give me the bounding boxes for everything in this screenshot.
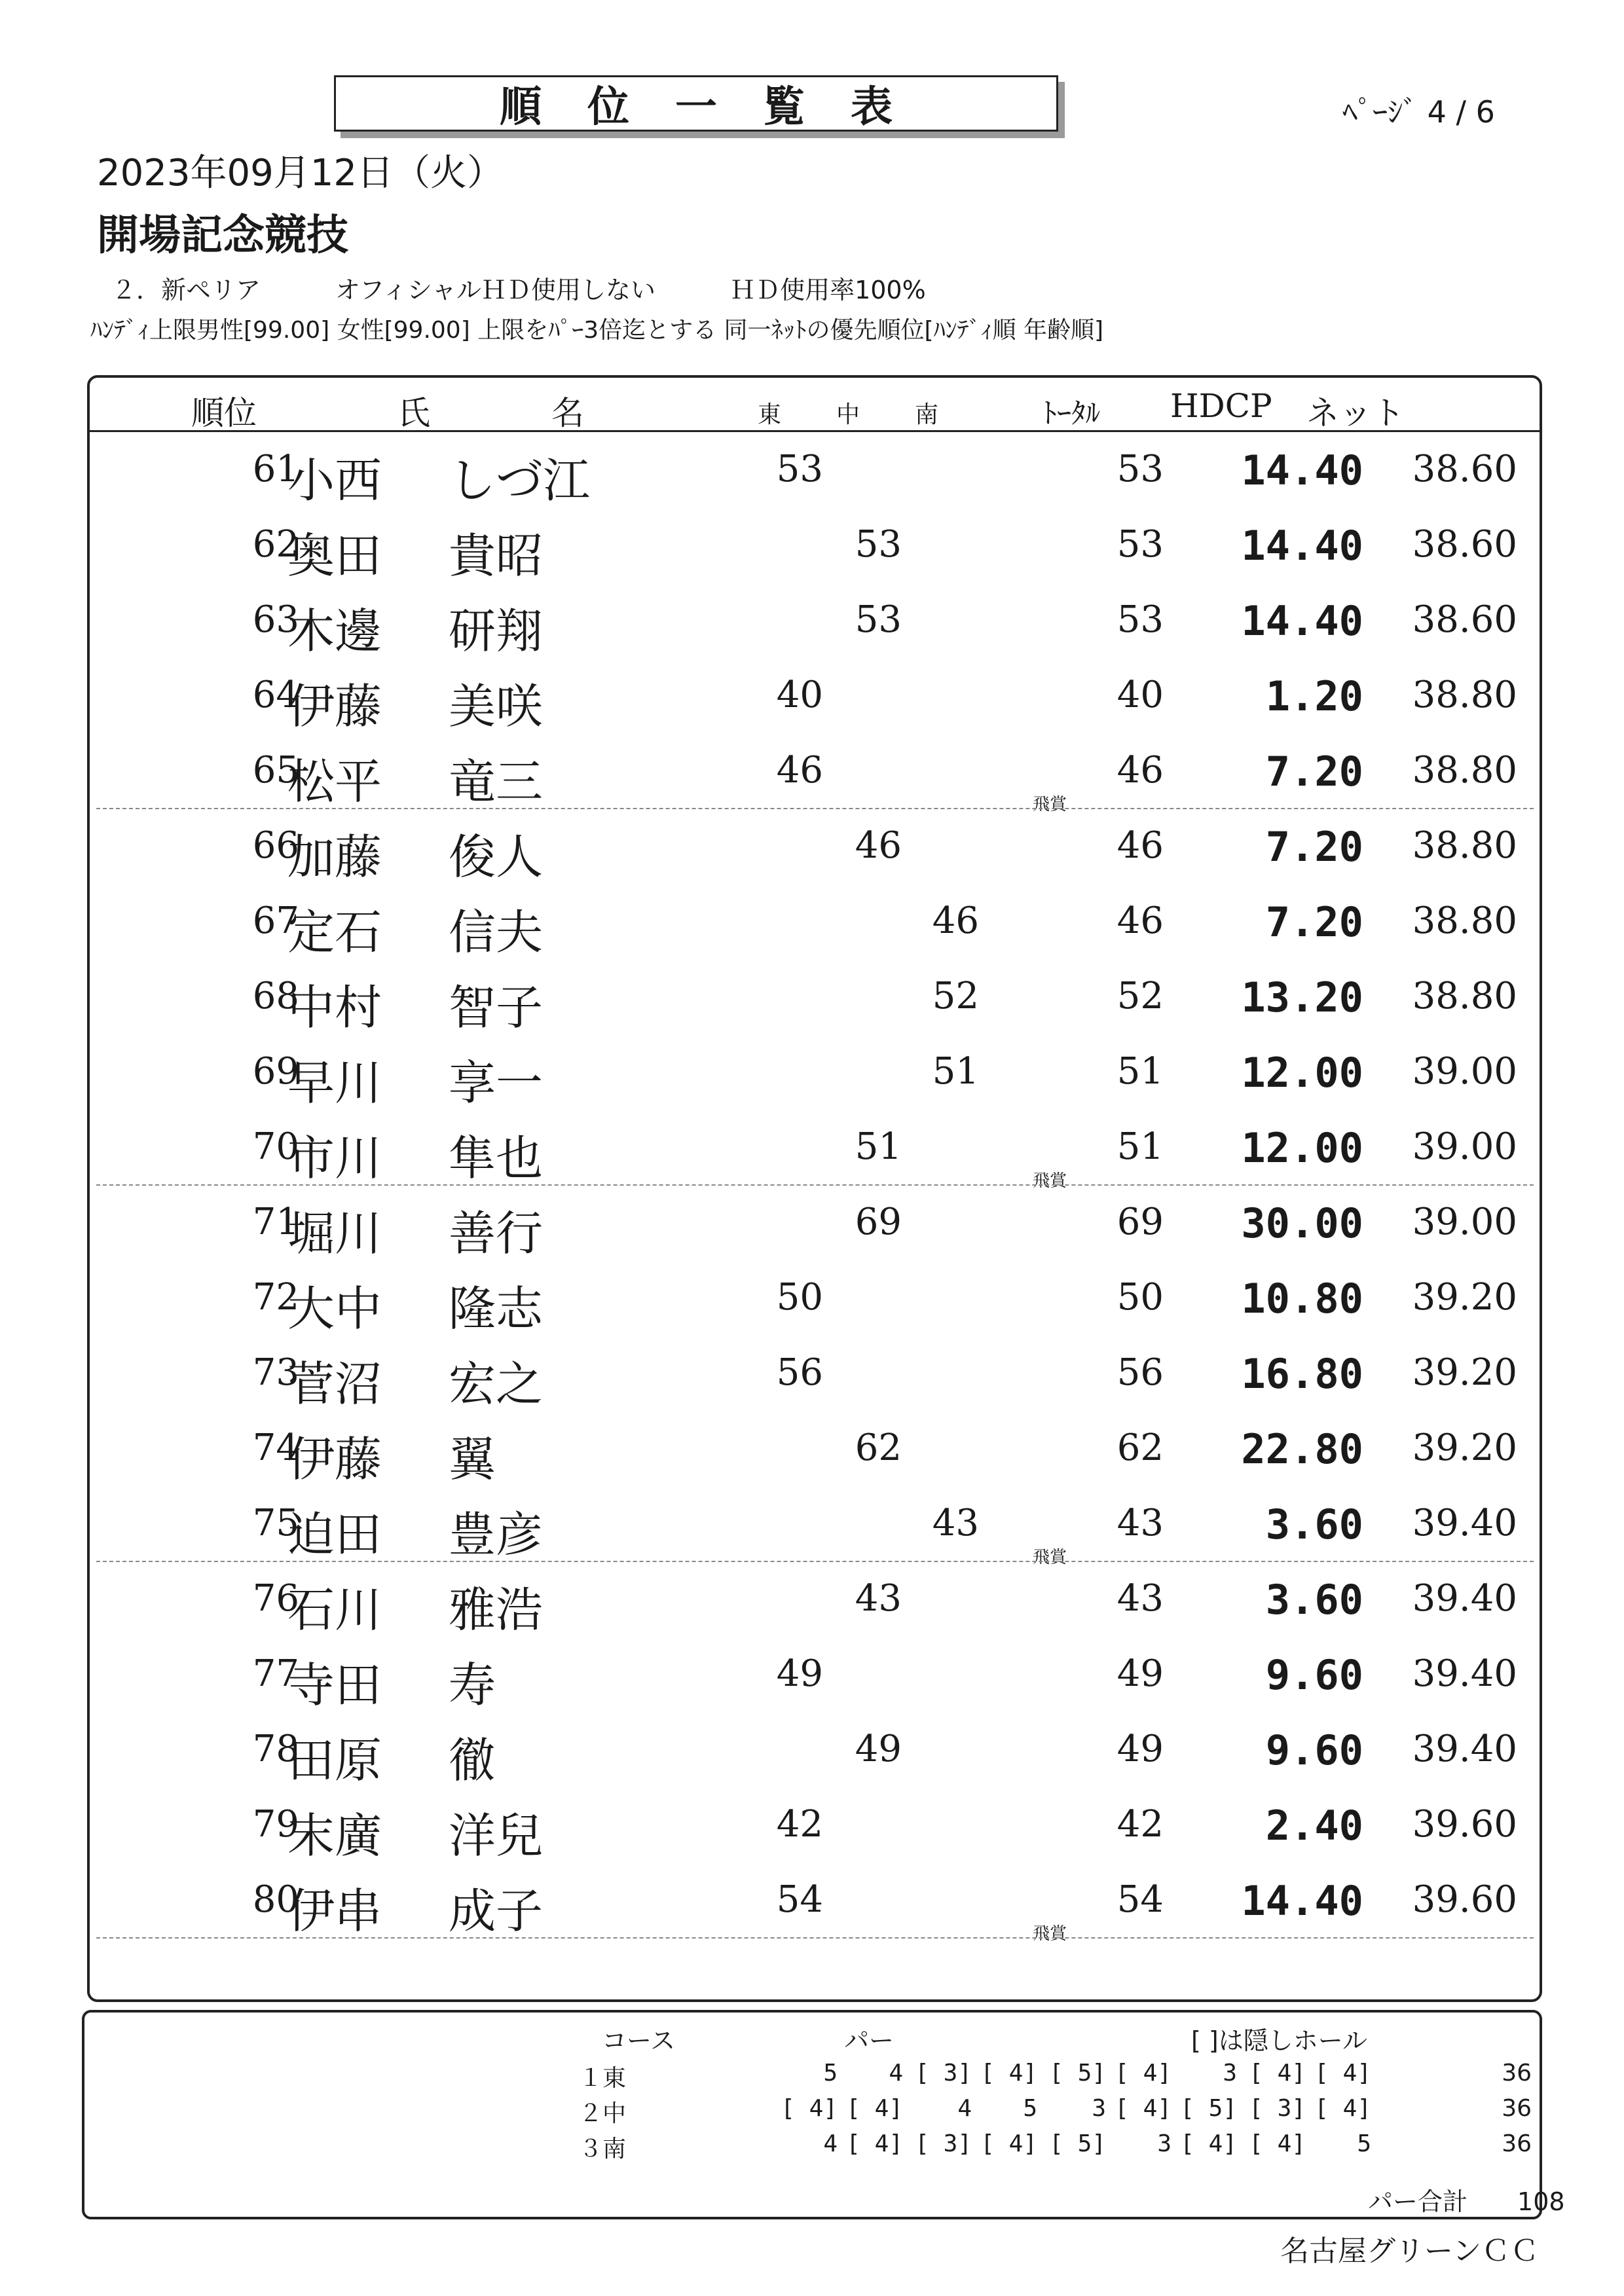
given-name-cell: 豊彦 <box>449 1507 544 1562</box>
east-score-cell: 42 <box>776 1803 823 1846</box>
rank-cell: 74 <box>252 1427 299 1469</box>
middle-score-cell: 53 <box>855 523 902 566</box>
hole-par: 5 <box>1357 2130 1371 2157</box>
net-score-cell: 38.80 <box>1412 900 1517 942</box>
club-name: 名古屋グリーンＣＣ <box>1280 2234 1540 2268</box>
middle-score-cell: 51 <box>855 1125 902 1168</box>
net-score-cell: 39.60 <box>1412 1878 1517 1921</box>
course-par-sum: 36 <box>1502 2130 1532 2157</box>
net-score-cell: 39.00 <box>1412 1050 1517 1093</box>
family-name-cell: 寺田 <box>287 1658 382 1713</box>
given-name-cell: 翼 <box>449 1432 496 1487</box>
course-row-name: ３南 <box>579 2136 627 2162</box>
group-divider <box>96 808 1534 809</box>
south-score-cell: 51 <box>932 1050 979 1093</box>
hole-par: [ 4] <box>980 2130 1037 2157</box>
family-name-cell: 早川 <box>287 1055 382 1110</box>
hole-par: 3 <box>1157 2130 1172 2157</box>
net-score-cell: 39.40 <box>1412 1577 1517 1620</box>
table-row <box>90 433 1540 509</box>
total-score-cell: 53 <box>1116 448 1164 490</box>
given-name-cell: 宏之 <box>449 1357 544 1412</box>
award-label: 飛賞 <box>1033 1548 1067 1567</box>
net-score-cell: 39.00 <box>1412 1125 1517 1168</box>
rank-cell: 64 <box>252 674 299 716</box>
total-score-cell: 62 <box>1116 1427 1164 1469</box>
hole-par: 5 <box>823 2060 838 2086</box>
col-hdcp: HDCP <box>1170 387 1272 425</box>
family-name-cell: 中村 <box>287 980 382 1035</box>
net-score-cell: 38.60 <box>1412 448 1517 490</box>
course-info <box>82 2010 1565 2219</box>
hdcp-cell: 16.80 <box>1241 1350 1363 1398</box>
given-name-cell: 享一 <box>449 1055 544 1110</box>
hole-par: [ 4] <box>1249 2130 1306 2157</box>
family-name-cell: 田原 <box>287 1733 382 1788</box>
table-row <box>90 1186 1540 1262</box>
table-row <box>90 1262 1540 1337</box>
award-label: 飛賞 <box>1033 795 1067 814</box>
east-score-cell: 56 <box>776 1351 823 1394</box>
total-score-cell: 51 <box>1116 1050 1164 1093</box>
rank-cell: 73 <box>252 1351 299 1394</box>
par-total-label: パー合計 <box>1368 2187 1468 2216</box>
rank-cell: 63 <box>252 598 299 641</box>
table-row <box>90 735 1540 814</box>
total-score-cell: 40 <box>1116 674 1164 716</box>
family-name-cell: 加藤 <box>287 829 382 884</box>
hole-par: 4 <box>957 2095 972 2122</box>
middle-score-cell: 49 <box>855 1728 902 1770</box>
col-name1: 氏 <box>397 394 430 432</box>
table-header <box>90 378 1540 432</box>
hole-par: [ 5] <box>1049 2060 1106 2086</box>
hdcp-cell: 14.40 <box>1241 522 1363 570</box>
par-total-value: 108 <box>1517 2187 1565 2216</box>
total-score-cell: 46 <box>1116 824 1164 867</box>
handicap-rule: ﾊﾝﾃﾞｨ上限男性[99.00] 女性[99.00] 上限をﾊﾟｰ3倍迄とする 同一ﾈｯﾄの優先順位[ﾊﾝﾃﾞｨ順 年齢順] <box>90 317 1104 344</box>
hole-par: [ 4] <box>1115 2060 1172 2086</box>
table-row <box>90 584 1540 659</box>
rank-cell: 79 <box>252 1803 299 1846</box>
table-row <box>90 1412 1540 1487</box>
hdcp-cell: 13.20 <box>1241 974 1363 1021</box>
rank-cell: 68 <box>252 975 299 1017</box>
total-score-cell: 53 <box>1116 523 1164 566</box>
total-score-cell: 42 <box>1116 1803 1164 1846</box>
par-header: パー <box>844 2026 895 2055</box>
total-score-cell: 43 <box>1116 1577 1164 1620</box>
hole-par: [ 4] <box>980 2060 1037 2086</box>
hole-par: [ 4] <box>1314 2060 1371 2086</box>
total-score-cell: 54 <box>1116 1878 1164 1921</box>
rank-cell: 80 <box>252 1878 299 1921</box>
given-name-cell: 隆志 <box>449 1281 544 1336</box>
south-score-cell: 43 <box>932 1502 979 1544</box>
col-east: 東 <box>758 401 782 428</box>
hole-par: [ 4] <box>846 2130 903 2157</box>
hdcp-cell: 22.80 <box>1241 1425 1363 1473</box>
group-divider <box>96 1561 1534 1562</box>
table-row <box>90 1864 1540 1944</box>
hdcp-cell: 1.20 <box>1265 672 1363 720</box>
course-row-name: ２中 <box>579 2100 627 2127</box>
south-score-cell: 46 <box>932 900 979 942</box>
east-score-cell: 53 <box>776 448 823 490</box>
net-score-cell: 39.40 <box>1412 1728 1517 1770</box>
total-score-cell: 69 <box>1116 1201 1164 1243</box>
family-name-cell: 定石 <box>287 905 382 960</box>
given-name-cell: 美咲 <box>449 679 544 734</box>
family-name-cell: 奥田 <box>287 528 382 583</box>
event-name: 開場記念競技 <box>97 211 348 260</box>
family-name-cell: 大中 <box>287 1281 382 1336</box>
table-row <box>90 885 1540 960</box>
table-row <box>90 1638 1540 1713</box>
page-number: ﾍﾟｰｼﾞ 4 / 6 <box>1342 94 1495 130</box>
given-name-cell: 成子 <box>449 1884 544 1939</box>
given-name-cell: 研翔 <box>449 604 544 659</box>
hole-par: [ 4] <box>1180 2130 1237 2157</box>
net-score-cell: 39.20 <box>1412 1351 1517 1394</box>
table-row <box>90 509 1540 584</box>
hole-par: [ 3] <box>1249 2095 1306 2122</box>
given-name-cell: 俊人 <box>449 829 544 884</box>
given-name-cell: 隼也 <box>449 1131 544 1186</box>
hdcp-cell: 3.60 <box>1265 1501 1363 1548</box>
net-score-cell: 39.60 <box>1412 1803 1517 1846</box>
table-row <box>90 1563 1540 1638</box>
hdcp-cell: 3.60 <box>1265 1576 1363 1624</box>
given-name-cell: 信夫 <box>449 905 544 960</box>
rank-cell: 67 <box>252 900 299 942</box>
total-score-cell: 50 <box>1116 1276 1164 1319</box>
hole-par: [ 3] <box>915 2060 972 2086</box>
south-score-cell: 52 <box>932 975 979 1017</box>
results-table <box>87 375 1542 2002</box>
hidden-hole-note: [ ]は隠しホール <box>1191 2026 1367 2055</box>
east-score-cell: 40 <box>776 674 823 716</box>
given-name-cell: しづ江 <box>449 453 591 508</box>
col-total: ﾄｰﾀﾙ <box>1043 397 1100 430</box>
event-date: 2023年09月12日（火） <box>97 152 504 194</box>
hole-par: 3 <box>1092 2095 1106 2122</box>
col-middle: 中 <box>836 401 860 428</box>
total-score-cell: 46 <box>1116 900 1164 942</box>
total-score-cell: 51 <box>1116 1125 1164 1168</box>
given-name-cell: 竜三 <box>449 754 544 809</box>
net-score-cell: 38.80 <box>1412 824 1517 867</box>
given-name-cell: 洋兒 <box>449 1808 544 1863</box>
rank-cell: 61 <box>252 448 299 490</box>
hdcp-cell: 14.40 <box>1241 1877 1363 1925</box>
table-row <box>90 1036 1540 1111</box>
family-name-cell: 石川 <box>287 1582 382 1637</box>
net-score-cell: 39.40 <box>1412 1502 1517 1544</box>
group-divider <box>96 1937 1534 1939</box>
hdcp-cell: 7.20 <box>1265 823 1363 871</box>
family-name-cell: 伊藤 <box>287 1432 382 1487</box>
family-name-cell: 堀川 <box>287 1206 382 1261</box>
net-score-cell: 39.40 <box>1412 1652 1517 1695</box>
rank-cell: 65 <box>252 749 299 792</box>
middle-score-cell: 53 <box>855 598 902 641</box>
net-score-cell: 39.00 <box>1412 1201 1517 1243</box>
net-score-cell: 38.80 <box>1412 749 1517 792</box>
family-name-cell: 末廣 <box>287 1808 382 1863</box>
rank-cell: 77 <box>252 1652 299 1695</box>
table-row <box>90 1337 1540 1412</box>
scoring-rule: ２．新ペリア オフィシャルＨＤ使用しない ＨＤ使用率100% <box>111 276 926 304</box>
east-score-cell: 46 <box>776 749 823 792</box>
net-score-cell: 39.20 <box>1412 1427 1517 1469</box>
east-score-cell: 50 <box>776 1276 823 1319</box>
given-name-cell: 徹 <box>449 1733 496 1788</box>
hole-par: [ 4] <box>781 2095 838 2122</box>
family-name-cell: 小西 <box>287 453 382 508</box>
table-row <box>90 1789 1540 1864</box>
hdcp-cell: 10.80 <box>1241 1275 1363 1322</box>
col-rank: 順位 <box>191 394 257 432</box>
hole-par: [ 5] <box>1180 2095 1237 2122</box>
east-score-cell: 49 <box>776 1652 823 1695</box>
rank-cell: 70 <box>252 1125 299 1168</box>
middle-score-cell: 62 <box>855 1427 902 1469</box>
family-name-cell: 菅沼 <box>287 1357 382 1412</box>
given-name-cell: 善行 <box>449 1206 544 1261</box>
hole-par: [ 3] <box>915 2130 972 2157</box>
course-par-sum: 36 <box>1502 2060 1532 2086</box>
table-row <box>90 1713 1540 1789</box>
rank-cell: 76 <box>252 1577 299 1620</box>
net-score-cell: 38.60 <box>1412 523 1517 566</box>
course-header: コース <box>602 2026 676 2055</box>
hdcp-cell: 9.60 <box>1265 1726 1363 1774</box>
rank-cell: 75 <box>252 1502 299 1544</box>
rank-cell: 62 <box>252 523 299 566</box>
east-score-cell: 54 <box>776 1878 823 1921</box>
family-name-cell: 迫田 <box>287 1507 382 1562</box>
par-total <box>1368 2181 1565 2217</box>
table-row <box>90 659 1540 735</box>
given-name-cell: 寿 <box>449 1658 496 1713</box>
hole-par: [ 5] <box>1049 2130 1106 2157</box>
hdcp-cell: 7.20 <box>1265 898 1363 946</box>
hdcp-cell: 9.60 <box>1265 1651 1363 1699</box>
hdcp-cell: 14.40 <box>1241 597 1363 645</box>
hole-par: [ 4] <box>1115 2095 1172 2122</box>
family-name-cell: 市川 <box>287 1131 382 1186</box>
total-score-cell: 49 <box>1116 1728 1164 1770</box>
hole-par: [ 4] <box>846 2095 903 2122</box>
hole-par: 4 <box>823 2130 838 2157</box>
given-name-cell: 貴昭 <box>449 528 544 583</box>
total-score-cell: 52 <box>1116 975 1164 1017</box>
course-par-sum: 36 <box>1502 2095 1532 2122</box>
hole-par: 4 <box>889 2060 903 2086</box>
middle-score-cell: 46 <box>855 824 902 867</box>
given-name-cell: 雅浩 <box>449 1582 544 1637</box>
total-score-cell: 46 <box>1116 749 1164 792</box>
net-score-cell: 39.20 <box>1412 1276 1517 1319</box>
rank-cell: 66 <box>252 824 299 867</box>
given-name-cell: 智子 <box>449 980 544 1035</box>
rank-cell: 71 <box>252 1201 299 1243</box>
hole-par: [ 4] <box>1249 2060 1306 2086</box>
hdcp-cell: 12.00 <box>1241 1124 1363 1172</box>
table-row <box>90 1111 1540 1191</box>
family-name-cell: 伊串 <box>287 1884 382 1939</box>
course-row-name: １東 <box>579 2065 627 2092</box>
hole-par: [ 4] <box>1314 2095 1371 2122</box>
total-score-cell: 49 <box>1116 1652 1164 1695</box>
rank-cell: 69 <box>252 1050 299 1093</box>
rank-cell: 78 <box>252 1728 299 1770</box>
award-label: 飛賞 <box>1033 1924 1067 1944</box>
hdcp-cell: 14.40 <box>1241 446 1363 494</box>
net-score-cell: 38.60 <box>1412 598 1517 641</box>
net-score-cell: 38.80 <box>1412 975 1517 1017</box>
total-score-cell: 53 <box>1116 598 1164 641</box>
family-name-cell: 松平 <box>287 754 382 809</box>
table-row <box>90 960 1540 1036</box>
hdcp-cell: 7.20 <box>1265 748 1363 795</box>
net-score-cell: 38.80 <box>1412 674 1517 716</box>
col-name2: 名 <box>551 394 584 432</box>
family-name-cell: 木邊 <box>287 604 382 659</box>
rank-cell: 72 <box>252 1276 299 1319</box>
group-divider <box>96 1184 1534 1186</box>
middle-score-cell: 43 <box>855 1577 902 1620</box>
hdcp-cell: 12.00 <box>1241 1049 1363 1097</box>
hdcp-cell: 30.00 <box>1241 1199 1363 1247</box>
total-score-cell: 43 <box>1116 1502 1164 1544</box>
col-net: ネット <box>1306 394 1405 432</box>
hole-par: 3 <box>1223 2060 1237 2086</box>
total-score-cell: 56 <box>1116 1351 1164 1394</box>
middle-score-cell: 69 <box>855 1201 902 1243</box>
table-row <box>90 810 1540 885</box>
hole-par: 5 <box>1023 2095 1037 2122</box>
hdcp-cell: 2.40 <box>1265 1802 1363 1850</box>
family-name-cell: 伊藤 <box>287 679 382 734</box>
page-title: 順位一覧表 <box>334 75 1058 132</box>
col-south: 南 <box>915 401 939 428</box>
award-label: 飛賞 <box>1033 1171 1067 1191</box>
table-row <box>90 1487 1540 1567</box>
